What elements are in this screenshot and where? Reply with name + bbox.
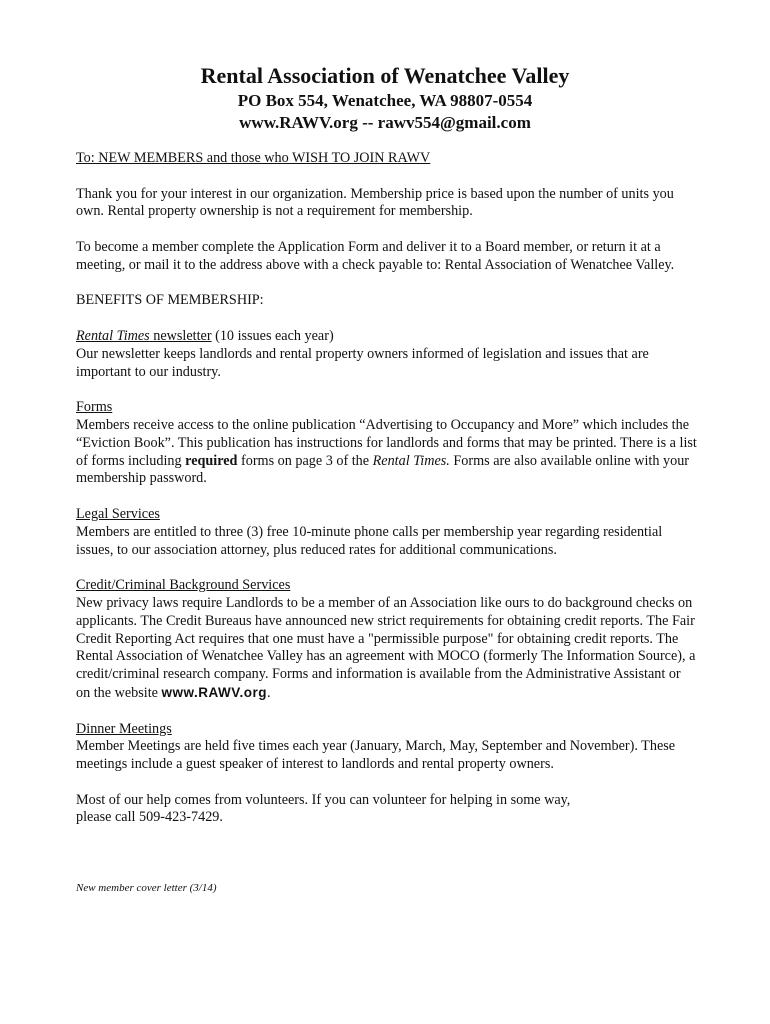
org-contact: www.RAWV.org -- rawv554@gmail.com xyxy=(239,113,531,132)
credit-end: . xyxy=(267,684,271,701)
forms-rental-times: Rental Times. xyxy=(372,452,450,469)
credit-section xyxy=(76,577,698,703)
forms-section xyxy=(76,399,698,488)
newsletter-note: (10 issues each year) xyxy=(211,327,334,344)
newsletter-section xyxy=(76,328,698,381)
forms-heading: Forms xyxy=(76,399,113,416)
newsletter-text: Our newsletter keeps landlords and rental property owners informed of legislation and issues that are important to our industry. xyxy=(76,345,649,380)
newsletter-title-rest: newsletter xyxy=(149,327,212,344)
credit-text: New privacy laws require Landlords to be a member of an Association like ours to do background checks on applicants. The Credit Bureaus have announced new strict requirements for obtaining credit reports. The Fair Credit Reporting Act requires that one must have a "permissible purpose" for obtaining credit reports. The Rental Association of Wenatchee Valley has an agreement with MOCO (formerly The Information Source), a credit/criminal research company. Forms and information is available from the Administrative Assistant or on the website xyxy=(76,594,696,701)
forms-required: required xyxy=(185,452,238,469)
legal-section xyxy=(76,506,698,559)
letterhead xyxy=(0,62,770,134)
forms-text-b: forms on page 3 of the xyxy=(237,452,373,469)
intro-paragraph: Thank you for your interest in our organization. Membership price is based upon the number of units you own. Rental property ownership is not a requirement for membership. xyxy=(76,185,674,220)
forms-text-a: Members receive access to the online publication “Advertising to Occupancy and More” which includes the “Eviction Book”. This publication has instructions for landlords and forms that may be printed. There is a list of forms including xyxy=(76,416,697,469)
website-link[interactable]: www.RAWV.org xyxy=(161,684,268,700)
newsletter-heading xyxy=(76,328,212,344)
volunteer-line-2: please call 509-423-7429. xyxy=(76,809,223,826)
legal-text: Members are entitled to three (3) free 10-minute phone calls per membership year regarding residential issues, to our association attorney, plus reduced rates for additional communications. xyxy=(76,523,663,558)
org-title: Rental Association of Wenatchee Valley xyxy=(200,63,570,88)
footer-note: New member cover letter (3/14) xyxy=(76,882,217,894)
benefits-heading: BENEFITS OF MEMBERSHIP: xyxy=(76,292,264,309)
to-line: To: NEW MEMBERS and those who WISH TO JOIN RAWV xyxy=(76,150,431,166)
volunteer-paragraph xyxy=(76,792,698,828)
letter-body xyxy=(76,150,698,845)
legal-heading: Legal Services xyxy=(76,505,160,522)
dinner-heading: Dinner Meetings xyxy=(76,720,172,737)
org-address: PO Box 554, Wenatchee, WA 98807-0554 xyxy=(237,91,533,110)
forms-text-c: Forms are also available online with your membership password. xyxy=(76,452,690,487)
newsletter-title-italic: Rental Times xyxy=(76,327,150,344)
volunteer-line-1: Most of our help comes from volunteers. If you can volunteer for helping in some way, xyxy=(76,791,571,808)
dinner-text: Member Meetings are held five times each year (January, March, May, September and November). These meetings include a guest speaker of interest to landlords and rental property owners. xyxy=(76,738,676,773)
credit-heading: Credit/Criminal Background Services xyxy=(76,577,291,594)
join-paragraph: To become a member complete the Application Form and deliver it to a Board member, or return it at a meeting, or mail it to the address above with a check payable to: Rental Association of Wenatchee Valley. xyxy=(76,238,675,273)
dinner-section xyxy=(76,721,698,774)
